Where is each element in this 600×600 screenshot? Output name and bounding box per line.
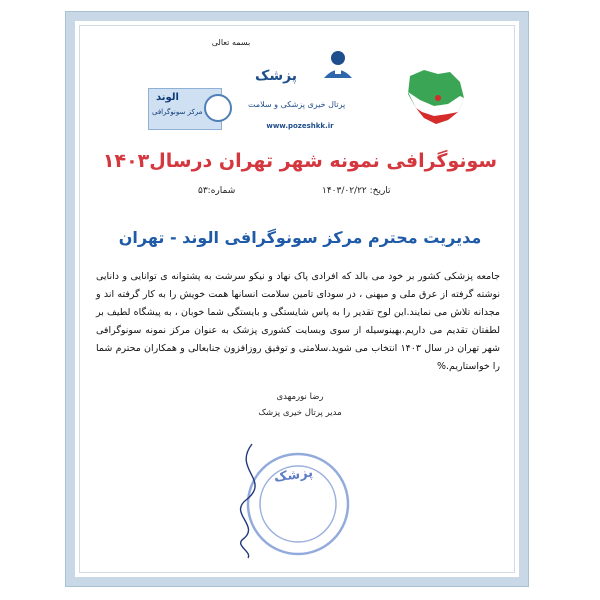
doctor-logo-icon (318, 48, 358, 78)
stamp-text: پزشک (273, 465, 314, 486)
certificate-title: سونوگرافی نمونه شهر تهران درسال۱۴۰۳ (102, 150, 498, 172)
alvand-logo-title: الوند (156, 92, 179, 103)
portal-subtitle: پرتال خیری پزشکی و سلامت (248, 100, 346, 109)
iran-flag-map-icon (404, 68, 468, 128)
brand-name: پزشک (255, 68, 298, 84)
certificate-date: تاریخ: ۱۴۰۳/۰۲/۲۲ (322, 186, 391, 196)
website-url: www.pozeshkk.ir (266, 122, 334, 130)
certificate-body: جامعه پزشکی کشور بر خود می بالد که افرادی پاک نهاد و نیکو سرشت به پشتوانه ی توانایی و دانایی نوشته گرفته از عرق ملی و میهنی ، در سودای تامین سلامت انسانها همت خویش را به کار گرفته اند و مجدانه تلاش می نمایند.این لوح تقدیر را به پاس شایستگی و بایستگی شما خوبان ، به پیشگاه لطیف بر لطفتان تقدیم می داریم.بهینوسیله از سوی وبسایت کشوری پزشک به عنوان مرکز نمونه سونوگرافی شهر تهران در سال ۱۴۰۳ انتخاب می شوید.سلامتی و توفیق روزافزون جنابعالی و همکاران محترم شما را خواستاریم.% (96, 271, 500, 372)
handwritten-signature (222, 440, 282, 560)
certificate-number: شماره:۵۳ (198, 186, 236, 196)
basmala-text: بسمه تعالی (211, 38, 251, 47)
alvand-emblem-icon (204, 94, 232, 122)
signer-name: رضا نورمهدی (276, 392, 324, 402)
recipient-heading: مدیریت محترم مرکز سونوگرافی الوند - تهران (118, 228, 482, 247)
signer-title: مدیر پرتال خیری پزشک (258, 408, 342, 418)
alvand-logo-subtitle: مرکز سونوگرافی (152, 108, 203, 116)
